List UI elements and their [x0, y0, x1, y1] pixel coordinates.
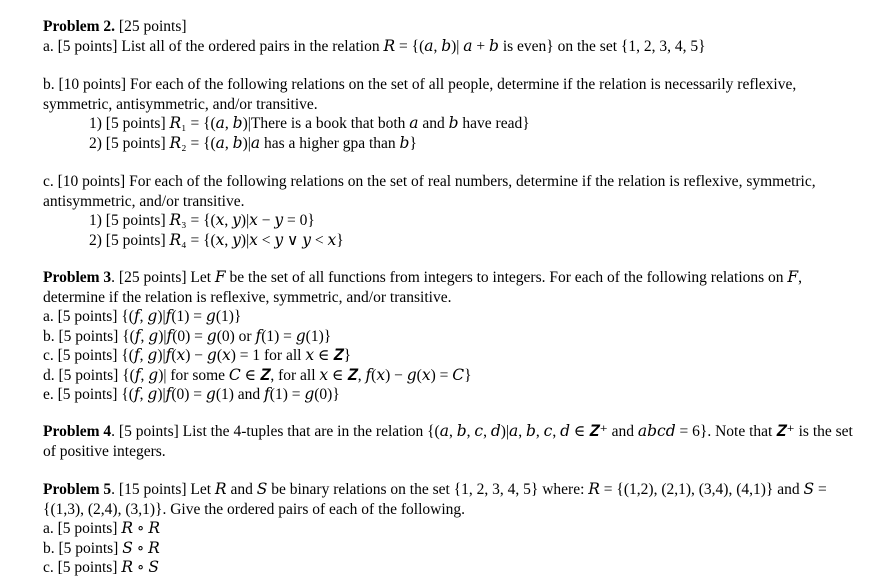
problem-5-item-b: b. [5 points] 𝑆 ∘ 𝑅 — [43, 539, 160, 557]
problem-4 — [43, 422, 858, 461]
problem-2-title — [43, 17, 858, 37]
problem-2-part-a: a. [5 points] List all of the ordered pairs in the relation 𝑅 = {(𝑎, 𝑏)| 𝑎 + 𝑏 is even} on the set {1, 2, 3, 4, 5} — [43, 37, 706, 55]
problem-3-item-c: c. [5 points] {(𝑓, 𝑔)|𝑓(𝑥) − 𝑔(𝑥) = 1 for all 𝑥 ∈ 𝒁} — [43, 347, 352, 364]
problem-3-item-d: d. [5 points] {(𝑓, 𝑔)| for some 𝐶 ∈ 𝒁, for all 𝑥 ∈ 𝒁, 𝑓(𝑥) − 𝑔(𝑥) = 𝐶} — [43, 366, 472, 384]
problem-points: [25 points] — [115, 18, 187, 35]
problem-2 — [43, 17, 858, 56]
problem-5-item-a: a. [5 points] 𝑅 ∘ 𝑅 — [43, 520, 161, 537]
problem-3 — [43, 268, 858, 405]
problem-2-part-b — [43, 75, 858, 153]
part-b-intro: b. [10 points] For each of the following relations on the set of all people, determine if the relation is necessarily reflexive, symmetric, antisymmetric, and/or transitive. — [43, 76, 797, 113]
problem-3-intro — [43, 268, 858, 307]
problem-4-text: . [5 points] List the 4-tuples that are in the relation {(𝑎, 𝑏, 𝑐, 𝑑)|𝑎, 𝑏, 𝑐, 𝑑 ∈ 𝒁⁺ and 𝑎𝑏𝑐𝑑 = 6}. Note that 𝒁⁺ is the set of positive integers. — [43, 423, 853, 460]
problem-3-item-e: e. [5 points] {(𝑓, 𝑔)|𝑓(0) = 𝑔(1) and 𝑓(1) = 𝑔(0)} — [43, 386, 340, 403]
problem-5-item-c: c. [5 points] 𝑅 ∘ 𝑆 — [43, 559, 159, 576]
problem-3-item-a: a. [5 points] {(𝑓, 𝑔)|𝑓(1) = 𝑔(1)} — [43, 308, 242, 325]
part-c-item-1: 1) [5 points] 𝑅₃ = {(𝑥, 𝑦)|𝑥 − 𝑦 = 0} — [89, 212, 315, 229]
problem-heading: Problem 3 — [43, 269, 112, 286]
problem-3-text: . [25 points] Let 𝐹 be the set of all functions from integers to integers. For each of the following relations on 𝐹, determine if the relation is reflexive, symmetric, and/or transitive. — [43, 269, 803, 306]
part-c-intro: c. [10 points] For each of the following relations on the set of real numbers, determine if the relation is reflexive, symmetric, antisymmetric, and/or transitive. — [43, 173, 816, 210]
part-b-item-1: 1) [5 points] 𝑅₁ = {(𝑎, 𝑏)|There is a book that both 𝑎 and 𝑏 have read} — [89, 115, 530, 132]
part-b-item-2: 2) [5 points] 𝑅₂ = {(𝑎, 𝑏)|𝑎 has a higher gpa than 𝑏} — [89, 134, 417, 152]
problem-5-text: . [15 points] Let 𝑅 and 𝑆 be binary relations on the set {1, 2, 3, 4, 5} where: 𝑅 = {(1,2), (2,1), (3,4), (4,1)} and 𝑆 = {(1,3), (2,4), (3,1)}. Give the ordered pairs of each of the following. — [43, 481, 827, 518]
problem-5 — [43, 480, 858, 578]
problem-heading: Problem 2. — [43, 18, 116, 35]
problem-4-body — [43, 422, 858, 461]
part-c-item-2: 2) [5 points] 𝑅₄ = {(𝑥, 𝑦)|𝑥 < 𝑦 ∨ 𝑦 < 𝑥} — [89, 231, 344, 249]
problem-heading: Problem 4 — [43, 423, 112, 440]
problem-5-intro — [43, 480, 858, 519]
problem-2-part-c — [43, 172, 858, 250]
problem-heading: Problem 5 — [43, 481, 112, 498]
problem-3-item-b: b. [5 points] {(𝑓, 𝑔)|𝑓(0) = 𝑔(0) or 𝑓(1) = 𝑔(1)} — [43, 327, 332, 345]
